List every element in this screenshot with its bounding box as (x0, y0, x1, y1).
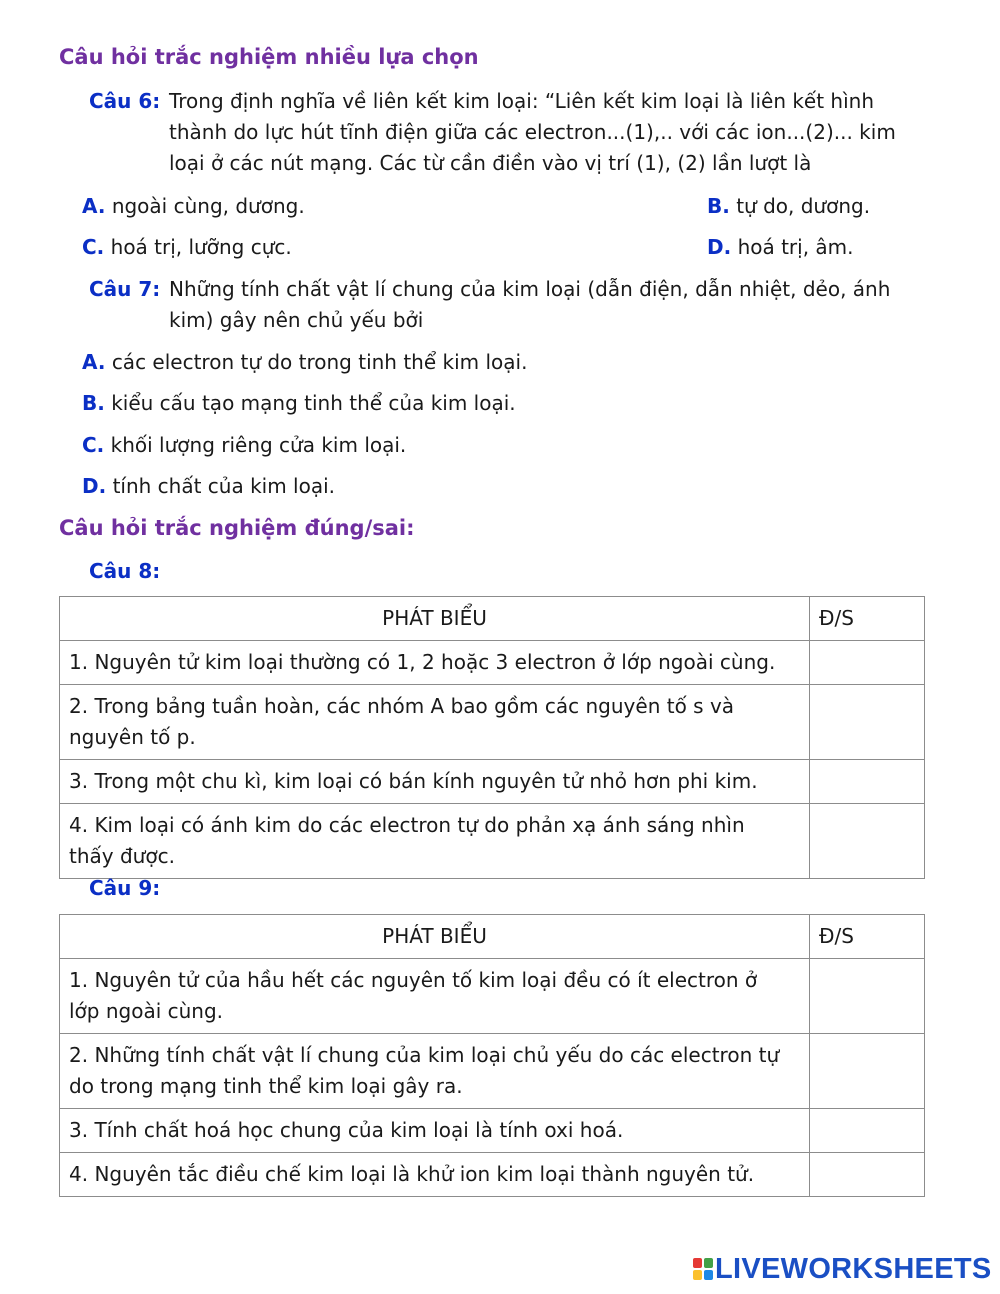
option-text: khối lượng riêng cửa kim loại. (110, 433, 407, 457)
question-6-option-d[interactable] (707, 232, 854, 263)
table-row (60, 1034, 925, 1109)
statement-cell (60, 1034, 810, 1109)
question-7-text-line: Những tính chất vật lí chung của kim loại (dẫn điện, dẫn nhiệt, dẻo, ánh (169, 277, 891, 301)
answer-cell[interactable] (810, 804, 925, 879)
question-6-option-b[interactable] (707, 191, 870, 222)
statement-line: 3. Tính chất hoá học chung của kim loại là tính oxi hoá. (69, 1118, 624, 1142)
option-text: tự do, dương. (736, 194, 871, 218)
question-6-text-line: thành do lực hút tĩnh điện giữa các electron...(1),.. với các ion...(2)... kim (169, 120, 896, 144)
logo-mark-icon (693, 1258, 713, 1280)
answer-cell[interactable] (810, 1153, 925, 1197)
table-row (60, 959, 925, 1034)
statement-cell (60, 685, 810, 760)
statement-line: 1. Nguyên tử kim loại thường có 1, 2 hoặc 3 electron ở lớp ngoài cùng. (69, 650, 776, 674)
logo-square (693, 1258, 702, 1268)
statement-line: 2. Trong bảng tuần hoàn, các nhóm A bao gồm các nguyên tố s và (69, 694, 735, 718)
statement-line: 1. Nguyên tử của hầu hết các nguyên tố kim loại đều có ít electron ở (69, 968, 758, 992)
option-text: hoá trị, lưỡng cực. (110, 235, 292, 259)
section-title-multiple-choice: Câu hỏi trắc nghiệm nhiều lựa chọn (59, 45, 479, 69)
question-7-option-a[interactable] (82, 347, 527, 378)
statement-cell (60, 760, 810, 804)
logo-square (704, 1270, 713, 1280)
answer-cell[interactable] (810, 641, 925, 685)
statement-line: 2. Những tính chất vật lí chung của kim loại chủ yếu do các electron tự (69, 1043, 780, 1067)
question-7-text-line: kim) gây nên chủ yếu bởi (169, 308, 424, 332)
header-answer: Đ/S (810, 597, 925, 641)
logo-text: LIVEWORKSHEETS (715, 1252, 992, 1285)
option-label: D. (82, 474, 107, 498)
option-label: B. (82, 391, 105, 415)
section-title-true-false: Câu hỏi trắc nghiệm đúng/sai: (59, 516, 415, 540)
statement-line: 3. Trong một chu kì, kim loại có bán kính nguyên tử nhỏ hơn phi kim. (69, 769, 758, 793)
question-6-text-line: Trong định nghĩa về liên kết kim loại: “Liên kết kim loại là liên kết hình (169, 89, 875, 113)
statement-cell (60, 1153, 810, 1197)
table-row (60, 1109, 925, 1153)
answer-cell[interactable] (810, 760, 925, 804)
option-label: A. (82, 350, 106, 374)
table-header-row (60, 597, 925, 641)
option-text: kiểu cấu tạo mạng tinh thể của kim loại. (111, 391, 516, 415)
question-6-option-c[interactable] (82, 232, 292, 263)
question-7-text (169, 274, 929, 336)
option-text: ngoài cùng, dương. (111, 194, 305, 218)
table-header-row (60, 915, 925, 959)
statement-line: lớp ngoài cùng. (69, 999, 224, 1023)
statement-line: do trong mạng tinh thể kim loại gây ra. (69, 1074, 463, 1098)
header-statement: PHÁT BIỂU (60, 915, 810, 959)
answer-cell[interactable] (810, 1109, 925, 1153)
table-row (60, 1153, 925, 1197)
option-label: C. (82, 235, 105, 259)
option-label: D. (707, 235, 732, 259)
statement-line: nguyên tố p. (69, 725, 196, 749)
question-8-table (59, 596, 925, 879)
logo-square (693, 1270, 702, 1280)
option-text: tính chất của kim loại. (112, 474, 336, 498)
header-statement: PHÁT BIỂU (60, 597, 810, 641)
statement-cell (60, 1109, 810, 1153)
table-row (60, 685, 925, 760)
question-7-option-d[interactable] (82, 471, 335, 502)
table-row (60, 641, 925, 685)
liveworksheets-logo (693, 1253, 992, 1285)
statement-line: 4. Nguyên tắc điều chế kim loại là khử ion kim loại thành nguyên tử. (69, 1162, 755, 1186)
question-7-option-c[interactable] (82, 430, 406, 461)
question-6-text (169, 86, 929, 179)
answer-cell[interactable] (810, 959, 925, 1034)
question-6-option-a[interactable] (82, 191, 305, 222)
question-8-label: Câu 8: (89, 559, 161, 583)
answer-cell[interactable] (810, 1034, 925, 1109)
question-6-text-line: loại ở các nút mạng. Các từ cần điền vào vị trí (1), (2) lần lượt là (169, 151, 812, 175)
option-label: B. (707, 194, 730, 218)
question-6-label: Câu 6: (89, 89, 161, 113)
option-text: hoá trị, âm. (737, 235, 854, 259)
header-answer: Đ/S (810, 915, 925, 959)
option-text: các electron tự do trong tinh thể kim loại. (111, 350, 528, 374)
statement-cell (60, 804, 810, 879)
logo-square (704, 1258, 713, 1268)
question-7-label: Câu 7: (89, 277, 161, 301)
statement-line: 4. Kim loại có ánh kim do các electron tự do phản xạ ánh sáng nhìn (69, 813, 745, 837)
table-row (60, 760, 925, 804)
option-label: A. (82, 194, 106, 218)
table-row (60, 804, 925, 879)
statement-cell (60, 641, 810, 685)
question-7-option-b[interactable] (82, 388, 516, 419)
question-9-label: Câu 9: (89, 876, 161, 900)
answer-cell[interactable] (810, 685, 925, 760)
question-9-table (59, 914, 925, 1197)
statement-line: thấy được. (69, 844, 175, 868)
option-label: C. (82, 433, 105, 457)
statement-cell (60, 959, 810, 1034)
